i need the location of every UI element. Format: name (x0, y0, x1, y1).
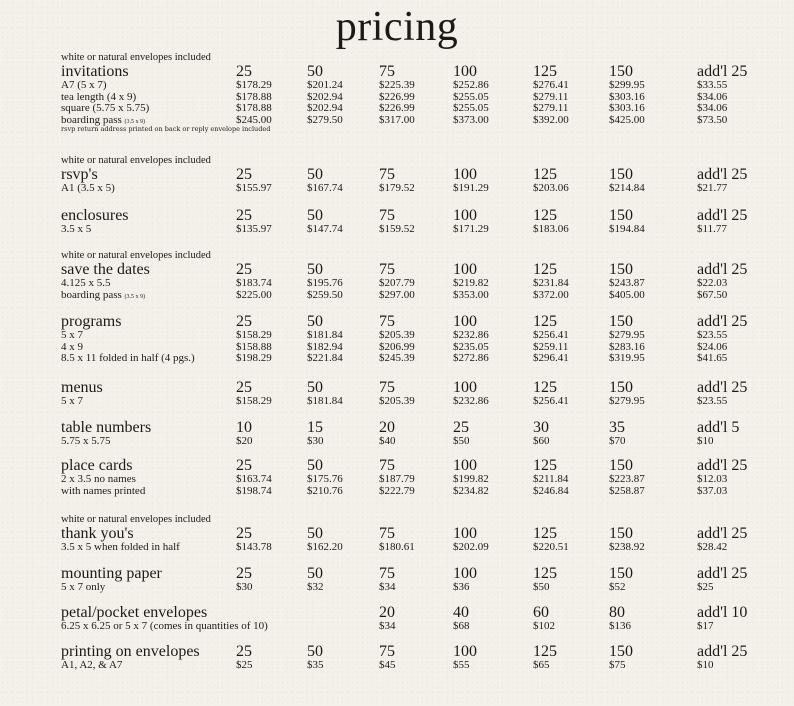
section-programs (61, 313, 781, 365)
price-cell: $50 (533, 581, 550, 593)
price-cell: $60 (533, 435, 550, 447)
price-cell: $319.95 (609, 352, 645, 364)
price-cell: $73.50 (697, 113, 728, 126)
price-cell: $36 (453, 581, 470, 593)
section-enclosures (61, 207, 781, 236)
price-cell: $372.00 (533, 288, 569, 301)
price-cell: $20 (236, 435, 253, 447)
price-cell: $225.00 (236, 288, 272, 301)
qty-label: 150 (609, 565, 633, 582)
qty-label: 20 (379, 419, 395, 436)
section-invitations (61, 52, 781, 133)
price-cell: $222.79 (379, 484, 415, 497)
price-cell: $180.61 (379, 541, 415, 553)
section-printing-on-envelopes (61, 643, 781, 672)
page-title: pricing (335, 4, 459, 50)
price-cell: $32 (307, 581, 324, 593)
price-cell: $135.97 (236, 223, 272, 235)
price-row (61, 474, 781, 486)
section-header (61, 419, 781, 436)
section-header (61, 604, 781, 621)
qty-label: 100 (453, 63, 477, 80)
qty-label: 125 (533, 525, 557, 542)
price-cell: $235.05 (453, 340, 489, 353)
sub-note: rsvp return address printed on back or reply envelope included (61, 125, 271, 133)
price-cell: $23.55 (697, 395, 728, 407)
price-cell: $35 (307, 659, 324, 671)
price-cell: $24.06 (697, 340, 728, 353)
price-cell: $102 (533, 620, 555, 632)
price-cell: $297.00 (379, 288, 415, 301)
section-header (61, 379, 781, 396)
qty-label: 125 (533, 643, 557, 660)
qty-label: add'l 10 (697, 604, 748, 621)
price-cell: $256.41 (533, 395, 569, 407)
price-cell: $373.00 (453, 113, 489, 126)
section-place-cards (61, 457, 781, 497)
qty-label: 50 (307, 313, 323, 330)
price-cell: $11.77 (697, 223, 727, 235)
qty-label: 100 (453, 261, 477, 278)
section-header (61, 565, 781, 582)
price-cell: $25 (236, 659, 253, 671)
price-cell: $259.50 (307, 288, 343, 301)
price-cell: $279.11 (533, 102, 569, 114)
qty-label: 75 (379, 379, 395, 396)
price-cell: $303.16 (609, 90, 645, 103)
price-cell: $155.97 (236, 182, 272, 194)
qty-label: 75 (379, 261, 395, 278)
qty-label: 100 (453, 379, 477, 396)
qty-label: 25 (236, 166, 252, 183)
price-cell: $232.86 (453, 329, 489, 341)
qty-label: 75 (379, 643, 395, 660)
price-cell: $10 (697, 435, 714, 447)
price-cell: $67.50 (697, 288, 728, 301)
price-cell: $75 (609, 659, 626, 671)
price-row (61, 224, 781, 236)
price-cell: $223.87 (609, 473, 645, 485)
price-cell: $158.29 (236, 329, 272, 341)
price-row (61, 330, 781, 342)
qty-label: add'l 25 (697, 166, 748, 183)
qty-label: add'l 25 (697, 313, 748, 330)
price-row (61, 582, 781, 594)
price-cell: $194.84 (609, 223, 645, 235)
row-label: 8.5 x 11 folded in half (4 pgs.) (61, 352, 195, 364)
section-header (61, 166, 781, 183)
price-cell: $34 (379, 581, 396, 593)
section-header (61, 207, 781, 224)
price-cell: $65 (533, 659, 550, 671)
price-cell: $198.29 (236, 352, 272, 364)
qty-label: 50 (307, 565, 323, 582)
qty-label: 50 (307, 166, 323, 183)
price-cell: $158.88 (236, 340, 272, 353)
qty-label: 25 (236, 457, 252, 474)
section-menus (61, 379, 781, 408)
price-cell: $175.76 (307, 473, 343, 485)
qty-label: 20 (379, 604, 395, 621)
row-label: 3.5 x 5 when folded in half (61, 541, 180, 553)
qty-label: 30 (533, 419, 549, 436)
row-label: 5 x 7 (61, 395, 83, 407)
envelope-note: white or natural envelopes included (61, 514, 211, 525)
price-cell: $199.82 (453, 473, 489, 485)
price-cell: $171.29 (453, 223, 489, 235)
price-cell: $296.41 (533, 352, 569, 364)
qty-label: 150 (609, 166, 633, 183)
qty-label: 50 (307, 643, 323, 660)
price-cell: $234.82 (453, 484, 489, 497)
row-label: 4.125 x 5.5 (61, 277, 111, 289)
price-cell: $143.78 (236, 541, 272, 553)
price-cell: $178.88 (236, 102, 272, 114)
qty-label: 100 (453, 525, 477, 542)
qty-label: 125 (533, 565, 557, 582)
price-cell: $202.09 (453, 541, 489, 553)
section-title: printing on envelopes (61, 643, 200, 660)
qty-label: add'l 25 (697, 207, 748, 224)
size-note: (3.5 x 9) (124, 293, 146, 300)
price-row (61, 353, 781, 365)
qty-label: 100 (453, 207, 477, 224)
price-row (61, 621, 781, 633)
row-label: 2 x 3.5 no names (61, 473, 136, 485)
qty-label: 125 (533, 379, 557, 396)
qty-label: add'l 25 (697, 63, 748, 80)
section-table-numbers (61, 419, 781, 448)
section-header (61, 261, 781, 278)
price-cell: $178.29 (236, 79, 272, 91)
qty-label: 25 (236, 525, 252, 542)
price-cell: $25 (697, 581, 714, 593)
price-cell: $70 (609, 435, 626, 447)
qty-label: 150 (609, 261, 633, 278)
qty-label: add'l 25 (697, 261, 748, 278)
qty-label: add'l 25 (697, 379, 748, 396)
section-title: petal/pocket envelopes (61, 604, 208, 621)
price-cell: $203.06 (533, 182, 569, 194)
price-cell: $136 (609, 620, 631, 632)
price-cell: $211.84 (533, 473, 569, 485)
row-label: boarding pass (3.5 x 9) (61, 113, 146, 126)
price-cell: $37.03 (697, 484, 728, 497)
price-cell: $246.84 (533, 484, 569, 497)
price-cell: $405.00 (609, 288, 645, 301)
price-row (61, 290, 781, 302)
row-label: boarding pass (3.5 x 9) (61, 288, 146, 301)
qty-label: 50 (307, 457, 323, 474)
price-row (61, 278, 781, 290)
section-petal-pocket-envelopes (61, 604, 781, 633)
price-cell: $162.20 (307, 541, 343, 553)
section-title: rsvp's (61, 166, 98, 183)
price-cell: $167.74 (307, 182, 343, 194)
price-cell: $226.99 (379, 102, 415, 114)
price-cell: $231.84 (533, 277, 569, 289)
price-row (61, 183, 781, 195)
row-label: A1 (3.5 x 5) (61, 182, 115, 194)
row-label: 4 x 9 (61, 340, 83, 353)
price-cell: $34.06 (697, 102, 728, 114)
row-label: 3.5 x 5 (61, 223, 92, 235)
section-title: save the dates (61, 261, 150, 278)
qty-label: 35 (609, 419, 625, 436)
section-title: thank you's (61, 525, 134, 542)
qty-label: add'l 25 (697, 565, 748, 582)
qty-label: 75 (379, 63, 395, 80)
qty-label: 50 (307, 261, 323, 278)
qty-label: 60 (533, 604, 549, 621)
section-save-the-dates (61, 250, 781, 301)
qty-label: 150 (609, 207, 633, 224)
price-cell: $34.06 (697, 90, 728, 103)
section-title: enclosures (61, 207, 129, 224)
price-cell: $279.95 (609, 395, 645, 407)
price-row (61, 92, 781, 104)
price-cell: $34 (379, 620, 396, 632)
price-row (61, 436, 781, 448)
qty-label: 150 (609, 379, 633, 396)
qty-label: 25 (236, 379, 252, 396)
qty-label: 80 (609, 604, 625, 621)
qty-label: 25 (236, 643, 252, 660)
envelope-note: white or natural envelopes included (61, 250, 211, 261)
row-label: 5 x 7 (61, 329, 83, 341)
price-cell: $12.03 (697, 473, 728, 485)
price-cell: $220.51 (533, 541, 569, 553)
price-cell: $50 (453, 435, 470, 447)
qty-label: 100 (453, 313, 477, 330)
qty-label: add'l 25 (697, 457, 748, 474)
price-cell: $272.86 (453, 352, 489, 364)
price-cell: $317.00 (379, 113, 415, 126)
qty-label: 125 (533, 207, 557, 224)
price-cell: $202.94 (307, 90, 343, 103)
qty-label: 75 (379, 525, 395, 542)
price-cell: $238.92 (609, 541, 645, 553)
qty-label: 150 (609, 63, 633, 80)
price-cell: $201.24 (307, 79, 343, 91)
price-cell: $206.99 (379, 340, 415, 353)
section-title: menus (61, 379, 103, 396)
price-row (61, 660, 781, 672)
qty-label: 25 (236, 63, 252, 80)
price-cell: $22.03 (697, 277, 728, 289)
price-cell: $205.39 (379, 329, 415, 341)
section-thank-yous (61, 514, 781, 554)
row-label: 5 x 7 only (61, 581, 106, 593)
price-cell: $158.29 (236, 395, 272, 407)
price-cell: $163.74 (236, 473, 272, 485)
price-cell: $353.00 (453, 288, 489, 301)
qty-label: 50 (307, 525, 323, 542)
price-cell: $30 (236, 581, 253, 593)
qty-label: 100 (453, 457, 477, 474)
row-label: tea length (4 x 9) (61, 90, 137, 103)
qty-label: add'l 25 (697, 525, 748, 542)
envelope-note: white or natural envelopes included (61, 155, 211, 166)
price-cell: $210.76 (307, 484, 343, 497)
row-label: A7 (5 x 7) (61, 79, 107, 91)
section-header (61, 63, 781, 80)
qty-label: 75 (379, 207, 395, 224)
qty-label: 40 (453, 604, 469, 621)
price-cell: $21.77 (697, 182, 728, 194)
price-cell: $195.76 (307, 277, 343, 289)
qty-label: 50 (307, 207, 323, 224)
price-cell: $159.52 (379, 223, 415, 235)
price-cell: $279.11 (533, 90, 569, 103)
qty-label: 15 (307, 419, 323, 436)
price-cell: $198.74 (236, 484, 272, 497)
qty-label: 150 (609, 525, 633, 542)
price-cell: $147.74 (307, 223, 343, 235)
price-cell: $17 (697, 620, 714, 632)
section-header (61, 643, 781, 660)
price-row (61, 542, 781, 554)
price-cell: $179.52 (379, 182, 415, 194)
section-mounting-paper (61, 565, 781, 594)
price-cell: $187.79 (379, 473, 415, 485)
price-cell: $232.86 (453, 395, 489, 407)
price-cell: $182.94 (307, 340, 343, 353)
qty-label: 100 (453, 565, 477, 582)
qty-label: 125 (533, 63, 557, 80)
qty-label: 25 (236, 207, 252, 224)
qty-label: 25 (453, 419, 469, 436)
price-cell: $219.82 (453, 277, 489, 289)
price-row (61, 80, 781, 92)
qty-label: add'l 5 (697, 419, 740, 436)
qty-label: 50 (307, 63, 323, 80)
qty-label: 125 (533, 457, 557, 474)
price-cell: $178.88 (236, 90, 272, 103)
price-cell: $28.42 (697, 541, 728, 553)
row-label: A1, A2, & A7 (61, 659, 123, 671)
qty-label: 125 (533, 166, 557, 183)
price-cell: $68 (453, 620, 470, 632)
price-cell: $40 (379, 435, 396, 447)
section-title: mounting paper (61, 565, 162, 582)
price-cell: $205.39 (379, 395, 415, 407)
qty-label: 150 (609, 457, 633, 474)
price-cell: $221.84 (307, 352, 343, 364)
price-row (61, 486, 781, 498)
section-title: invitations (61, 63, 129, 80)
price-cell: $225.39 (379, 79, 415, 91)
price-cell: $226.99 (379, 90, 415, 103)
price-cell: $425.00 (609, 113, 645, 126)
price-cell: $392.00 (533, 113, 569, 126)
section-header (61, 525, 781, 542)
price-cell: $10 (697, 659, 714, 671)
qty-label: 125 (533, 313, 557, 330)
price-cell: $30 (307, 435, 324, 447)
section-title: programs (61, 313, 122, 330)
section-title: table numbers (61, 419, 152, 436)
qty-label: 100 (453, 643, 477, 660)
price-cell: $252.86 (453, 79, 489, 91)
price-row (61, 103, 781, 115)
price-cell: $45 (379, 659, 396, 671)
qty-label: 75 (379, 313, 395, 330)
qty-label: 125 (533, 261, 557, 278)
price-cell: $52 (609, 581, 626, 593)
row-label: 5.75 x 5.75 (61, 435, 111, 447)
qty-label: 50 (307, 379, 323, 396)
price-cell: $303.16 (609, 102, 645, 114)
price-cell: $181.84 (307, 329, 343, 341)
price-cell: $245.00 (236, 113, 272, 126)
size-note: (3.5 x 9) (124, 118, 146, 125)
qty-label: 75 (379, 457, 395, 474)
price-cell: $207.79 (379, 277, 415, 289)
qty-label: 150 (609, 313, 633, 330)
price-cell: $299.95 (609, 79, 645, 91)
price-cell: $283.16 (609, 340, 645, 353)
qty-label: 150 (609, 643, 633, 660)
price-cell: $255.05 (453, 90, 489, 103)
section-header (61, 457, 781, 474)
section-title: place cards (61, 457, 133, 474)
price-cell: $33.55 (697, 79, 728, 91)
qty-label: 10 (236, 419, 252, 436)
price-cell: $183.74 (236, 277, 272, 289)
qty-label: 25 (236, 565, 252, 582)
section-header (61, 313, 781, 330)
price-cell: $214.84 (609, 182, 645, 194)
qty-label: 100 (453, 166, 477, 183)
row-label: square (5.75 x 5.75) (61, 102, 150, 114)
qty-label: add'l 25 (697, 643, 748, 660)
price-cell: $23.55 (697, 329, 728, 341)
qty-label: 25 (236, 313, 252, 330)
price-cell: $279.50 (307, 113, 343, 126)
price-cell: $243.87 (609, 277, 645, 289)
price-cell: $258.87 (609, 484, 645, 497)
price-cell: $55 (453, 659, 470, 671)
qty-label: 25 (236, 261, 252, 278)
price-cell: $181.84 (307, 395, 343, 407)
row-label: with names printed (61, 484, 146, 497)
price-cell: $279.95 (609, 329, 645, 341)
qty-label: 75 (379, 565, 395, 582)
price-cell: $183.06 (533, 223, 569, 235)
price-cell: $202.94 (307, 102, 343, 114)
section-rsvps (61, 155, 781, 195)
price-cell: $255.05 (453, 102, 489, 114)
price-row (61, 396, 781, 408)
row-label: 6.25 x 6.25 or 5 x 7 (comes in quantities of 10) (61, 620, 268, 632)
price-cell: $41.65 (697, 352, 728, 364)
price-cell: $276.41 (533, 79, 569, 91)
qty-label: 75 (379, 166, 395, 183)
price-cell: $256.41 (533, 329, 569, 341)
price-cell: $259.11 (533, 340, 569, 353)
price-cell: $245.39 (379, 352, 415, 364)
price-cell: $191.29 (453, 182, 489, 194)
envelope-note: white or natural envelopes included (61, 52, 211, 63)
